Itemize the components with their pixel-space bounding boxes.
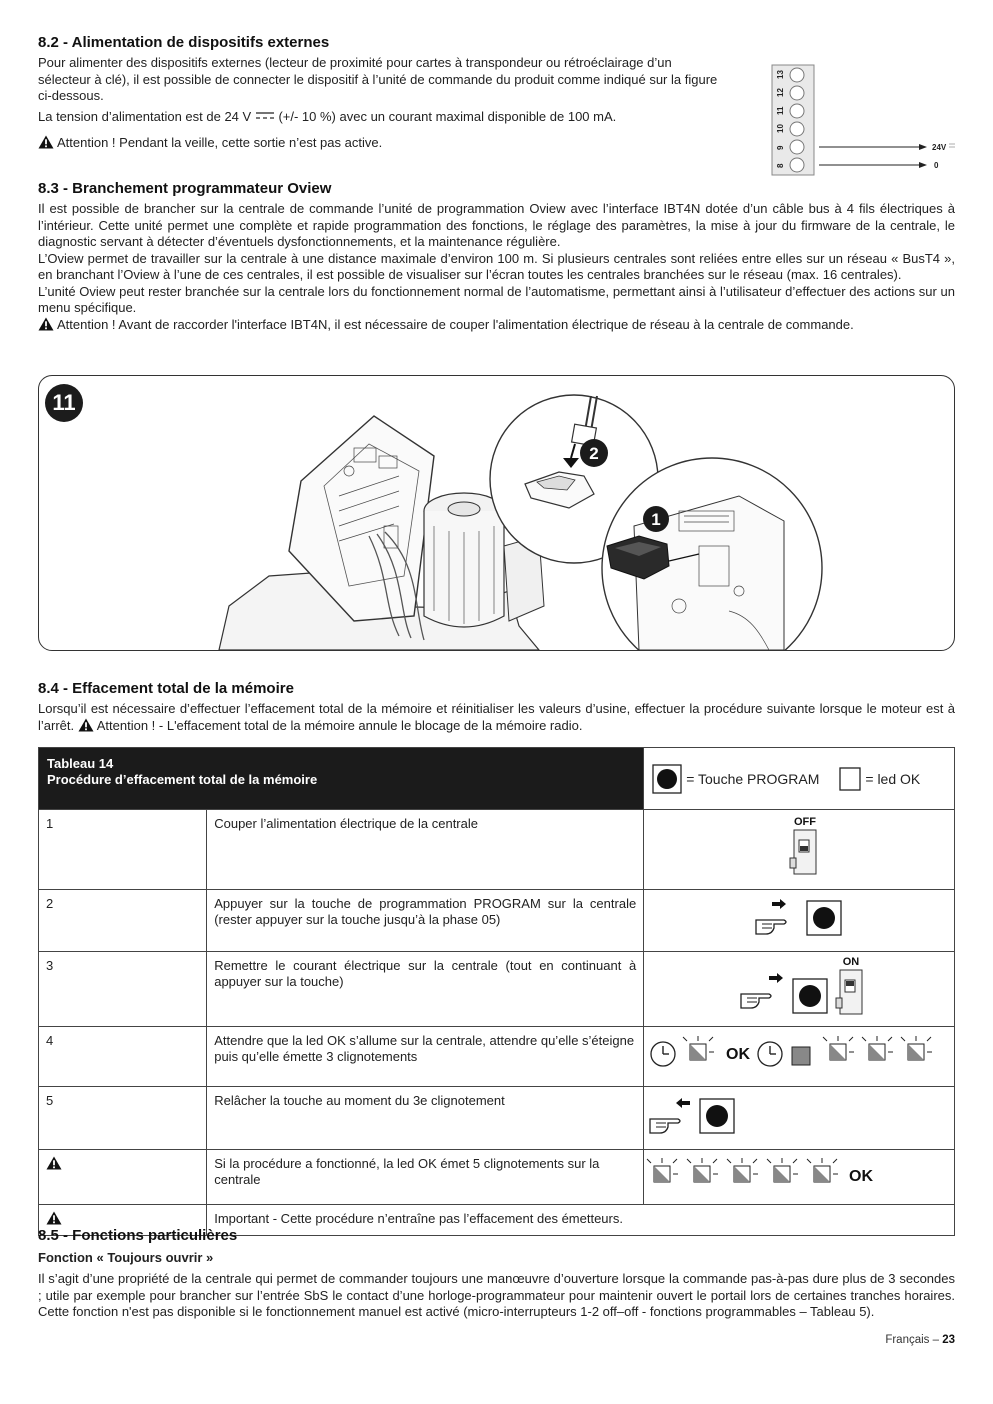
step-icon bbox=[644, 890, 955, 952]
warning-line bbox=[38, 317, 955, 334]
subsection-title: Fonction « Toujours ouvrir » bbox=[38, 1250, 214, 1265]
paragraph bbox=[38, 701, 955, 734]
led-ok-icon bbox=[839, 767, 861, 791]
led-blink-icon bbox=[767, 1158, 798, 1182]
table-14 bbox=[38, 747, 955, 1236]
led-sequence-icon bbox=[644, 1027, 946, 1082]
oview-connection-illustration bbox=[39, 376, 954, 650]
table-row bbox=[39, 952, 955, 1027]
page-number: 23 bbox=[942, 1334, 955, 1346]
figure-number: 11 bbox=[45, 384, 83, 422]
step-number: 4 bbox=[39, 1027, 207, 1087]
terminal-label: 12 bbox=[776, 88, 785, 97]
breaker-off-icon bbox=[644, 810, 946, 885]
warning-icon bbox=[38, 317, 54, 331]
led-blink-icon bbox=[901, 1036, 932, 1060]
terminal-label: 13 bbox=[776, 70, 785, 79]
warning-icon bbox=[46, 1211, 62, 1225]
footer-language: Français – bbox=[885, 1334, 939, 1346]
release-program-icon bbox=[644, 1087, 946, 1145]
step-text: Remettre le courant électrique sur la centrale (tout en continuant à appuyer sur la touche) bbox=[207, 952, 644, 1027]
warning-icon bbox=[78, 718, 94, 732]
paragraph: Pour alimenter des dispositifs externes (lecteur de proximité pour cartes à transpondeur ou rétroéclairage d’un sélecteur à clé), il est possible de connecter le dispositif à l’unité de commande du produit comme indiqué sur la figure ci-dessous. bbox=[38, 55, 718, 103]
warning-icon bbox=[46, 1156, 62, 1170]
section-8-4 bbox=[38, 680, 955, 734]
section-8-2 bbox=[38, 34, 718, 152]
step-text: Attendre que la led OK s’allume sur la centrale, attendre qu’elle s’éteigne puis qu’elle émette 3 clignotements bbox=[207, 1027, 644, 1087]
step-text: Si la procédure a fonctionné, la led OK émet 5 clignotements sur la centrale bbox=[207, 1150, 644, 1205]
paragraph: Il s’agit d’une propriété de la centrale qui permet de commander toujours une manœuvre d’ouverture lorsque la commande pas-à-pas dure plus de 3 secondes ; utile par exemple pour brancher sur l’entrée SbS le contact d’une horloge-programmateur pour maintenir ouvert le portail lors de certaines tranches horaires. Cette fonction n'est pas disponible si le fonctionnement manuel est activé (micro-interrupteurs 1-2 off–off - fonctions programmables – Tableau 5). bbox=[38, 1271, 955, 1319]
led-blink-icon bbox=[687, 1158, 718, 1182]
section-8-5 bbox=[38, 1227, 955, 1321]
step-icon bbox=[644, 1087, 955, 1150]
table-header-row bbox=[39, 748, 955, 810]
table-legend bbox=[644, 748, 955, 810]
section-title: 8.4 - Effacement total de la mémoire bbox=[38, 680, 294, 697]
step-text: Important - Cette procédure n’entraîne pas l’effacement des émetteurs. bbox=[207, 1205, 955, 1236]
legend-program: = Touche PROGRAM bbox=[686, 770, 820, 787]
page-footer bbox=[885, 1334, 955, 1346]
warning-cell bbox=[39, 1150, 207, 1205]
paragraph: L’Oview permet de travailler sur la centrale à une distance maximale d’environ 100 m. Si plusieurs centrales sont reliées entre elles sur un réseau « BusT4 », en branchant l’Oview à l’une de ces centrales, il est possible de visualiser sur l’écran toutes les centrales branchées sur le réseau (max. 16 centrales). bbox=[38, 250, 955, 282]
table-row bbox=[39, 810, 955, 890]
step-text: Couper l’alimentation électrique de la centrale bbox=[207, 810, 644, 890]
table-row bbox=[39, 1027, 955, 1087]
clock-icon bbox=[758, 1042, 782, 1066]
led-blink-icon bbox=[862, 1036, 893, 1060]
step-1-label: 1 bbox=[651, 510, 661, 529]
terminal-label: 10 bbox=[776, 124, 785, 133]
led-blink-icon bbox=[727, 1158, 758, 1182]
paragraph: L’unité Oview peut rester branchée sur la centrale lors du fonctionnement normal de l’automatisme, permettant ainsi à l’utilisateur d’effectuer des actions sur un menu spécifique. bbox=[38, 283, 955, 315]
terminal-label: 8 bbox=[776, 163, 785, 168]
table-row bbox=[39, 1150, 955, 1205]
label-0: 0 bbox=[934, 161, 939, 170]
figure-11 bbox=[38, 375, 955, 651]
table-title bbox=[39, 748, 644, 810]
step-2-label: 2 bbox=[589, 444, 599, 463]
step-number: 3 bbox=[39, 952, 207, 1027]
step-icon bbox=[644, 1027, 955, 1087]
paragraph bbox=[38, 109, 718, 126]
led-blink-icon bbox=[647, 1158, 678, 1182]
ok-label: OK bbox=[726, 1046, 751, 1063]
on-label: ON bbox=[842, 956, 860, 968]
table-title-line1: Tableau 14 bbox=[47, 756, 114, 771]
led-blink-icon bbox=[807, 1158, 838, 1182]
section-title: 8.3 - Branchement programmateur Oview bbox=[38, 180, 332, 197]
step-number: 5 bbox=[39, 1087, 207, 1150]
led-blink-icon bbox=[823, 1036, 854, 1060]
label-24v: 24V bbox=[932, 143, 947, 152]
program-button-icon bbox=[652, 764, 682, 794]
terminal-block-figure bbox=[771, 64, 955, 176]
text: Lorsqu’il est nécessaire d’effectuer l’effacement total de la mémoire et réinitialiser les valeurs d’usine, effectuer la procédure suivante lorsque le moteur est à l’arrêt. bbox=[38, 701, 955, 733]
led-blink-icon bbox=[683, 1036, 714, 1060]
text: (+/- 10 %) avec un courant maximal disponible de 100 mA. bbox=[278, 108, 617, 124]
warning-line bbox=[38, 135, 718, 152]
off-label: OFF bbox=[794, 816, 817, 828]
step-icon bbox=[644, 952, 955, 1027]
warning-icon bbox=[38, 135, 54, 149]
ok-label: OK bbox=[849, 1168, 874, 1185]
legend-led: = led OK bbox=[865, 770, 921, 787]
section-title: 8.2 - Alimentation de dispositifs externes bbox=[38, 34, 330, 51]
step-icon bbox=[644, 1150, 955, 1205]
terminal-label: 9 bbox=[776, 145, 785, 150]
dc-symbol-icon bbox=[255, 111, 275, 121]
text: La tension d’alimentation est de 24 V bbox=[38, 108, 252, 124]
paragraph: Il est possible de brancher sur la centrale de commande l’unité de programmation Oview avec l’interface IBT4N dotée d’un câble bus à 4 fils électriques à l’intérieur. Cette unité permet une complète et rapide programmation des fonctions, le réglage des paramètres, la mise à jour du firmware de la centrale, le diagnostic servant à détecter d’éventuels dysfonctionnements, et la maintenance régulière. bbox=[38, 201, 955, 249]
warning-text: Attention ! Pendant la veille, cette sortie n’est pas active. bbox=[57, 135, 383, 150]
table-title-line2: Procédure d’effacement total de la mémoire bbox=[47, 772, 318, 787]
table-row bbox=[39, 890, 955, 952]
led-off-icon bbox=[792, 1047, 810, 1065]
table-row bbox=[39, 1087, 955, 1150]
section-title: 8.5 - Fonctions particulières bbox=[38, 1227, 238, 1244]
warning-text: Attention ! - L'effacement total de la mémoire annule le blocage de la mémoire radio. bbox=[96, 717, 583, 733]
step-number: 2 bbox=[39, 890, 207, 952]
step-icon bbox=[644, 810, 955, 890]
terminal-label: 11 bbox=[776, 106, 785, 115]
step-text: Relâcher la touche au moment du 3e clignotement bbox=[207, 1087, 644, 1150]
five-blinks-icon bbox=[644, 1150, 946, 1200]
clock-icon bbox=[651, 1042, 675, 1066]
warning-text: Attention ! Avant de raccorder l'interface IBT4N, il est nécessaire de couper l'alimentation électrique de réseau à la centrale de commande. bbox=[57, 316, 854, 332]
press-program-icon bbox=[644, 890, 946, 947]
step-number: 1 bbox=[39, 810, 207, 890]
step-text: Appuyer sur la touche de programmation PROGRAM sur la centrale (rester appuyer sur la touche jusqu’à la phase 05) bbox=[207, 890, 644, 952]
section-8-3 bbox=[38, 180, 955, 333]
power-on-press-icon bbox=[644, 952, 946, 1022]
